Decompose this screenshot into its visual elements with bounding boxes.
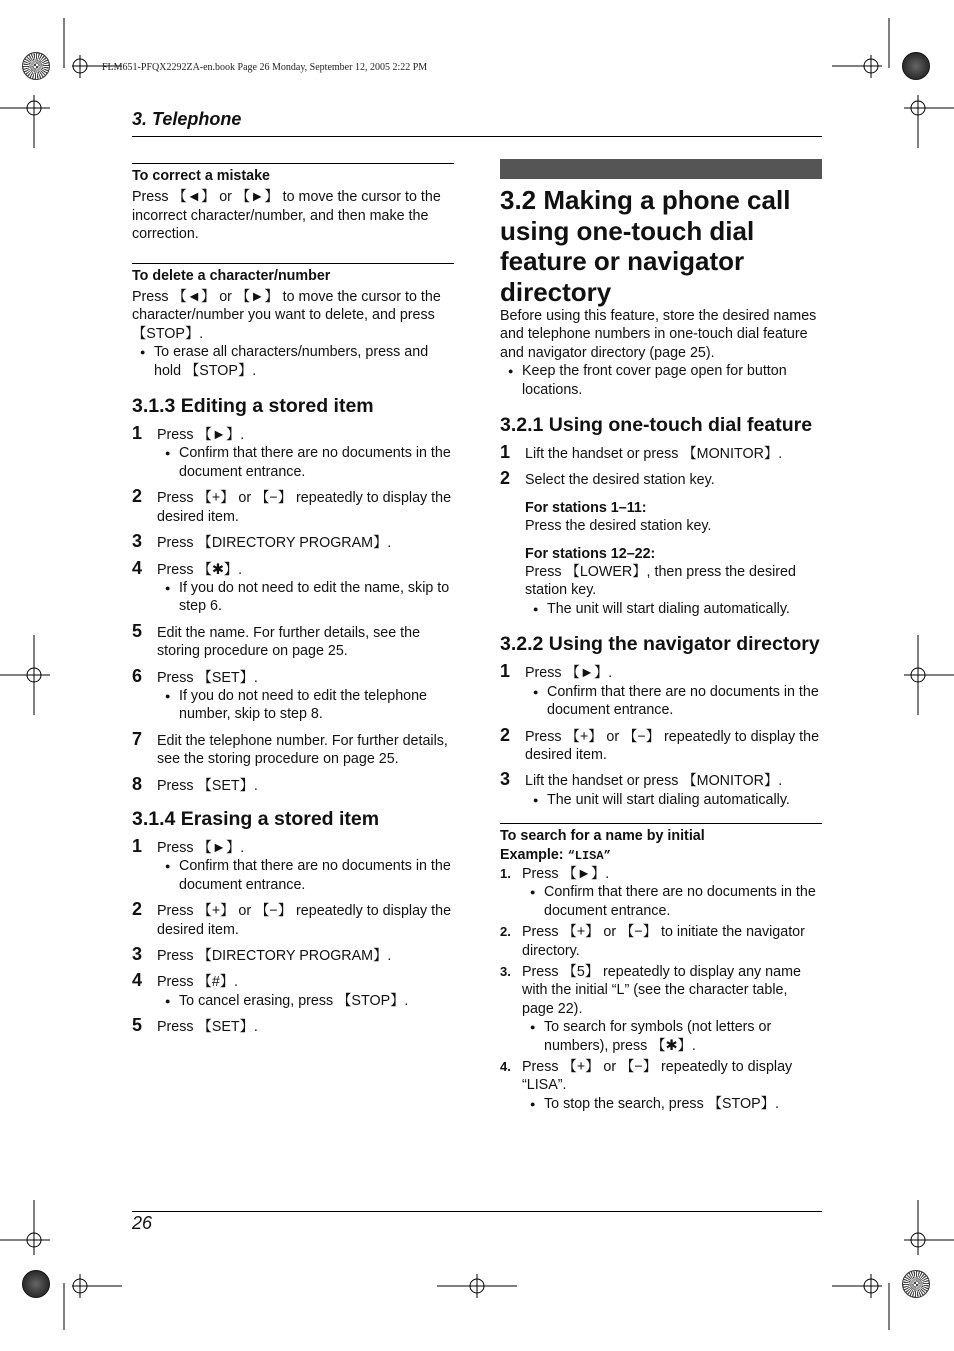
step-text: Press 【+】 or 【−】 repeatedly to display the desired item. <box>525 728 820 763</box>
list-item <box>132 944 454 965</box>
step-number: 2 <box>132 899 143 920</box>
list-item <box>500 769 822 809</box>
list-item <box>132 486 454 526</box>
step-bullet: ● To stop the search, press 【STOP】. <box>522 1095 822 1113</box>
step-number: 7 <box>132 728 143 749</box>
step-bullet: ● If you do not need to edit the telephone number, skip to step 8. <box>157 687 454 724</box>
step-text: Press 【DIRECTORY PROGRAM】. <box>157 948 392 964</box>
step-bullet: ● To search for symbols (not letters or numbers), press 【✱】. <box>522 1018 822 1055</box>
editing-steps <box>132 423 454 795</box>
list-item <box>132 423 454 481</box>
erasing-heading: 3.1.4 Erasing a stored item <box>132 807 380 830</box>
navigator-steps <box>500 661 822 809</box>
search-example <box>500 846 822 865</box>
step-number: 5 <box>132 620 143 641</box>
step-bullet: ● The unit will start dialing automatically. <box>525 791 822 809</box>
list-item <box>500 963 822 1055</box>
list-item <box>132 970 454 1010</box>
step-number: 2 <box>132 486 143 507</box>
onetouch-step-1 <box>500 442 822 463</box>
step-bullet: ● Confirm that there are no documents in the document entrance. <box>522 883 822 920</box>
list-item <box>132 1015 454 1036</box>
step-text: Press 【►】. <box>157 427 245 444</box>
list-item <box>132 620 454 661</box>
step-number: 3 <box>500 769 511 790</box>
step-text: Press 【SET】. <box>157 1019 258 1036</box>
step-text: Lift the handset or press 【MONITOR】. <box>525 773 783 790</box>
step-bullet: ● If you do not need to edit the name, skip to step 6. <box>157 579 454 616</box>
search-heading: To search for a name by initial <box>500 823 822 845</box>
navigator-heading: 3.2.2 Using the navigator directory <box>500 633 820 656</box>
section-intro-bullet: ● Keep the front cover page open for button locations. <box>500 362 822 399</box>
step-text: Edit the telephone number. For further details, see the storing procedure on page 25. <box>157 732 448 768</box>
step-number: 2 <box>500 724 511 745</box>
step-bullet: ● Confirm that there are no documents in the document entrance. <box>157 857 454 894</box>
list-item <box>500 661 822 719</box>
step-bullet: ● Confirm that there are no documents in the document entrance. <box>157 444 454 481</box>
step-text: Select the desired station key. <box>525 472 715 489</box>
footer-rule <box>132 1211 822 1212</box>
list-item <box>132 531 454 552</box>
correct-mistake-heading: To correct a mistake <box>132 163 454 185</box>
step-number: 1 <box>500 442 511 463</box>
step-number: 6 <box>132 665 143 686</box>
step-text: Press 【►】. <box>525 665 613 682</box>
step-number: 3 <box>132 531 143 552</box>
stations-a-text: Press the desired station key. <box>525 518 712 535</box>
section-title: 3.2 Making a phone call using one-touch dial feature or navigator directory <box>500 185 791 307</box>
step-bullet: ● Confirm that there are no documents in the document entrance. <box>525 683 822 720</box>
list-item <box>500 923 822 960</box>
step-number: 1. <box>500 865 511 881</box>
step-number: 3 <box>132 944 143 964</box>
step-number: 2. <box>500 924 511 940</box>
step-number: 4 <box>132 970 143 991</box>
step-text: Press 【SET】. <box>157 669 258 686</box>
book-file-info: FLM651-PFQX2292ZA-en.book Page 26 Monday, September 12, 2005 2:22 PM <box>102 62 428 73</box>
search-steps <box>500 865 822 1113</box>
step-number: 2 <box>500 468 511 489</box>
step-number: 4 <box>132 557 143 578</box>
correct-mistake-text: Press 【◄】 or 【►】 to move the cursor to the incorrect character/number, and then make the correction. <box>132 189 441 243</box>
onetouch-step-2 <box>500 468 822 618</box>
step-text: Press 【SET】. <box>157 777 258 794</box>
step-text: Press 【+】 or 【−】 repeatedly to display the desired item. <box>157 903 452 938</box>
right-column <box>500 159 822 1116</box>
step-text: Press 【+】 or 【−】 to initiate the navigator directory. <box>522 924 805 959</box>
list-item <box>500 1058 822 1113</box>
step-number: 1 <box>132 423 143 444</box>
step-text: Press 【DIRECTORY PROGRAM】. <box>157 535 392 552</box>
stations-b-text: Press 【LOWER】, then press the desired station key. <box>525 564 796 599</box>
step-text: Press 【+】 or 【−】 repeatedly to display “LISA”. <box>522 1059 793 1094</box>
chapter-title: 3. Telephone <box>132 109 242 129</box>
list-item <box>500 865 822 920</box>
step-number: 3. <box>500 963 511 979</box>
step-number: 8 <box>132 773 143 794</box>
step-text: Lift the handset or press 【MONITOR】. <box>525 446 783 463</box>
step-text: Press 【►】. <box>522 865 610 882</box>
left-column <box>132 163 454 1045</box>
step-number: 4. <box>500 1059 511 1074</box>
header-rule <box>132 136 822 137</box>
step-number: 1 <box>500 661 511 682</box>
step-bullet: ● To cancel erasing, press 【STOP】. <box>157 992 454 1010</box>
step-text: Press 【+】 or 【−】 repeatedly to display the desired item. <box>157 490 452 525</box>
step-text: Press 【✱】. <box>157 561 243 578</box>
step-text: Press 【#】. <box>157 974 239 991</box>
stations-bullet: ● The unit will start dialing automatically. <box>525 600 822 618</box>
delete-char-heading: To delete a character/number <box>132 263 454 285</box>
list-item <box>132 899 454 939</box>
stations-b-label: For stations 12–22: <box>525 545 656 562</box>
list-item <box>132 665 454 724</box>
step-text: Press 【5】 repeatedly to display any name with the initial “L” (see the character table, page 22). <box>522 963 801 1017</box>
list-item <box>132 835 454 894</box>
list-item <box>132 557 454 616</box>
erasing-steps <box>132 835 454 1037</box>
search-example-value: “LISA” <box>567 848 611 863</box>
delete-char-bullet: ● To erase all characters/numbers, press and hold 【STOP】. <box>132 343 454 380</box>
delete-char-text: Press 【◄】 or 【►】 to move the cursor to the character/number you want to delete, and press 【STOP】. <box>132 289 441 342</box>
section-intro: Before using this feature, store the desired names and telephone numbers in one-touch dial feature and navigator directory (page 25). <box>500 308 817 361</box>
step-number: 5 <box>132 1015 143 1036</box>
step-number: 1 <box>132 835 143 856</box>
onetouch-heading: 3.2.1 Using one-touch dial feature <box>500 414 813 437</box>
stations-a-label: For stations 1–11: <box>525 499 647 516</box>
list-item <box>500 724 822 765</box>
search-example-label: Example: <box>500 846 564 863</box>
section-bar <box>500 159 822 179</box>
editing-heading: 3.1.3 Editing a stored item <box>132 395 374 418</box>
page-number: 26 <box>132 1213 153 1233</box>
list-item <box>132 773 454 795</box>
step-text: Edit the name. For further details, see the storing procedure on page 25. <box>157 624 421 660</box>
step-text: Press 【►】. <box>157 839 245 856</box>
list-item <box>132 728 454 769</box>
